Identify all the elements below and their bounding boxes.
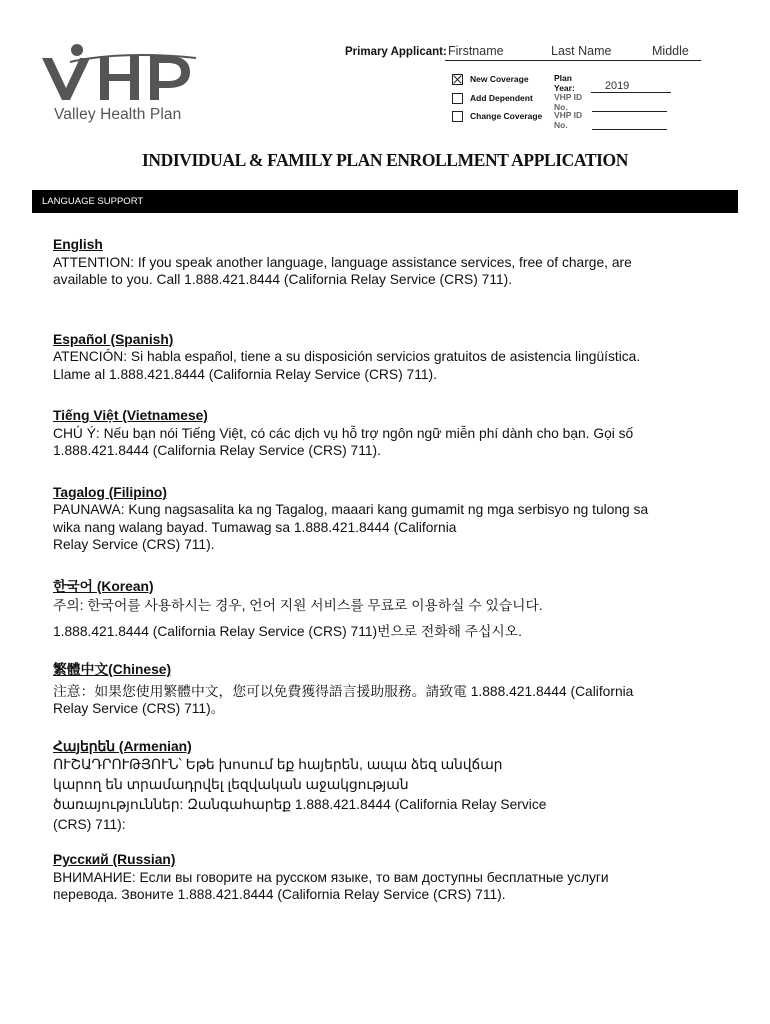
lang-armenian <box>53 738 723 836</box>
firstname-placeholder: Firstname <box>448 44 504 58</box>
new-coverage-checkbox[interactable] <box>452 74 463 85</box>
lang-english <box>53 236 723 289</box>
lang-spanish <box>53 331 723 384</box>
lang-russian <box>53 851 723 904</box>
add-dependent-label: Add Dependent <box>470 93 533 103</box>
logo-name: Valley Health Plan <box>54 106 182 123</box>
lastname-placeholder: Last Name <box>551 44 612 58</box>
lang-tagalog <box>53 484 723 554</box>
section-bar-language-support: LANGUAGE SUPPORT <box>32 190 738 213</box>
lang-body: ՈՒՇԱԴՐՈՒԹՅՈՒՆ՝ Եթե խոսում եք հայերեն, ապա ձեզ անվճար կարող են տրամադրվել լեզվական աջակցության ծառայություններ: Զանգահարեք 1.888.421.8444 (California Relay Service (CRS) 711): <box>53 757 547 832</box>
vhp-id-input-2[interactable] <box>592 118 668 130</box>
lang-body: ATTENTION: If you speak another language, language assistance services, free of charge, are available to you. Call 1.888.421.8444 (California Relay Service (CRS) 711). <box>53 254 632 287</box>
vhp-id-field-2 <box>554 110 667 130</box>
add-dependent-checkbox[interactable] <box>452 93 463 104</box>
plan-year-value: 2019 <box>604 80 630 92</box>
lang-body: PAUNAWA: Kung nagsasalita ka ng Tagalog, maaari kang gumamit ng mga serbisyo ng tulong sa wika nang walang bayad. Tumawag sa 1.888.421.8444 (California Relay Service (CRS) 711). <box>53 502 649 552</box>
vhp-id-label-1: VHP ID No. <box>554 92 583 112</box>
lang-chinese <box>53 661 723 718</box>
option-new-coverage[interactable] <box>452 72 630 93</box>
vhp-logo <box>40 42 200 126</box>
applicant-name-field[interactable] <box>445 44 701 61</box>
option-add-dependent[interactable] <box>452 91 583 112</box>
plan-year-field <box>554 73 671 93</box>
lang-heading: Tiếng Việt (Vietnamese) <box>53 408 208 423</box>
vhp-id-label-2: VHP ID No. <box>554 110 583 130</box>
vhp-logo-mark <box>40 42 200 104</box>
lang-body: ВНИМАНИЕ: Если вы говорите на русском языке, то вам доступны бесплатные услуги перевода. Звоните 1.888.421.8444 (California Relay Service (CRS) 711). <box>53 869 609 902</box>
lang-heading: Русский (Russian) <box>53 852 176 867</box>
lang-heading: 한국어 (Korean) <box>53 578 154 594</box>
change-coverage-checkbox[interactable] <box>452 111 463 122</box>
lang-body: ATENCIÓN: Si habla español, tiene a su disposición servicios gratuitos de asistencia lingüística. Llame al 1.888.421.8444 (California Relay Service (CRS) 711). <box>53 349 641 382</box>
lang-heading: 繁體中文(Chinese) <box>53 662 172 677</box>
plan-year-label: Plan Year: <box>554 73 575 93</box>
lang-body: CHÚ Ý: Nếu bạn nói Tiếng Việt, có các dịch vụ hỗ trợ ngôn ngữ miễn phí dành cho bạn. Gọi số 1.888.421.8444 (California Relay Service (CRS) 711). <box>53 425 634 458</box>
language-list <box>53 236 723 904</box>
change-coverage-label: Change Coverage <box>470 111 543 121</box>
middle-placeholder: Middle <box>652 44 689 58</box>
option-change-coverage[interactable] <box>452 109 583 130</box>
new-coverage-label: New Coverage <box>470 74 529 84</box>
lang-heading: Հայերեն (Armenian) <box>53 738 192 754</box>
lang-vietnamese <box>53 407 723 460</box>
lang-heading: English <box>53 237 103 252</box>
lang-korean <box>53 578 723 646</box>
primary-applicant-label: Primary Applicant: <box>345 46 447 58</box>
lang-heading: Español (Spanish) <box>53 331 174 347</box>
lang-heading: Tagalog (Filipino) <box>53 484 167 500</box>
vhp-id-field-1 <box>554 92 667 112</box>
page-title: INDIVIDUAL & FAMILY PLAN ENROLLMENT APPLICATION <box>141 150 628 170</box>
lang-body: 注意：如果您使用繁體中文，您可以免費獲得語言援助服務。請致電 1.888.421.8444 (California Relay Service (CRS) 711)。 <box>53 683 634 716</box>
lang-body: 주의: 한국어를 사용하시는 경우, 언어 지원 서비스를 무료로 이용하실 수 있습니다. 1.888.421.8444 (California Relay Service (CRS) 711)번으로 전화해 주십시오. <box>53 598 543 639</box>
